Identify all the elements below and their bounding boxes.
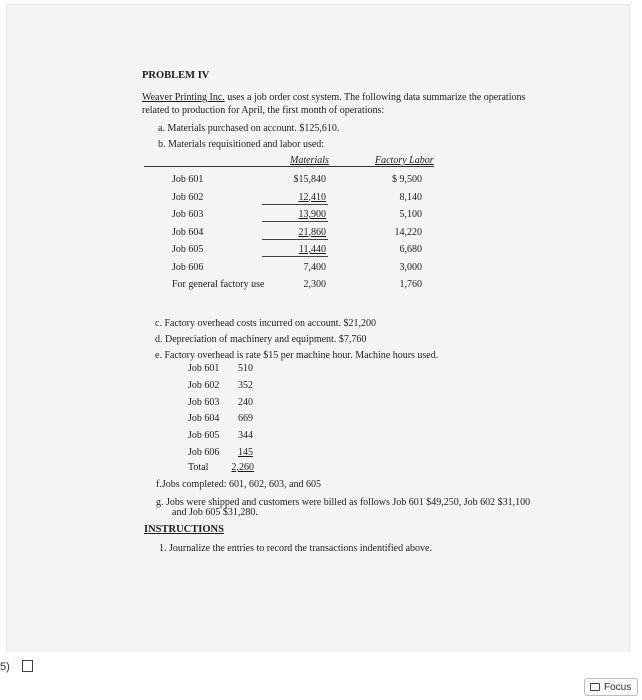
table-row-materials: 11,440 — [298, 244, 326, 255]
item-c: c. Factory overhead costs incurred on account. $21,200 — [155, 318, 377, 329]
intro-line-1-text: uses a job order cost system. The following data summarize the operations — [224, 92, 526, 103]
item-f: f.Jobs completed: 601, 602, 603, and 605 — [156, 479, 321, 490]
table-row-labor: 6,680 — [399, 244, 422, 255]
hours-row-value: 240 — [238, 396, 253, 408]
materials-underline — [262, 221, 328, 222]
table-row-labor: 1,760 — [399, 279, 422, 290]
window-icon[interactable] — [22, 660, 33, 672]
table-row-labor: $ 9,500 — [392, 174, 422, 185]
hours-row-job: Job 601 — [188, 363, 220, 374]
labor-header: Factory Labor — [375, 155, 434, 166]
table-top-rule — [144, 166, 434, 167]
company-name: Weaver Printing Inc. — [142, 92, 225, 103]
table-row-materials: 7,400 — [303, 261, 326, 273]
table-row-materials: $15,840 — [293, 174, 326, 185]
hours-row-value: 145 — [238, 447, 253, 458]
hours-row-job: Job 604 — [188, 413, 220, 425]
focus-label: Focus — [604, 681, 632, 693]
hours-row-job: Job 605 — [188, 430, 220, 442]
table-row-materials: 12,410 — [298, 191, 326, 203]
table-row-job: Job 603 — [172, 209, 204, 220]
materials-underline — [262, 239, 328, 240]
table-row-labor: 14,220 — [394, 226, 422, 238]
table-row-materials: 21,860 — [298, 226, 326, 238]
table-row-materials: 2,300 — [303, 279, 326, 290]
hours-row-value: 352 — [238, 379, 253, 391]
table-row-labor: 3,000 — [399, 261, 422, 273]
instruction-1: 1. Journalize the entries to record the transactions indentified above. — [159, 543, 432, 554]
table-row-labor: 8,140 — [399, 191, 422, 203]
table-row-job: Job 605 — [172, 244, 204, 255]
hours-row-job: Job 606 — [188, 447, 220, 458]
intro-line-1 — [142, 92, 525, 103]
total-label: Total — [188, 462, 209, 473]
item-a: a. Materials purchased on account. $125,610. — [158, 123, 340, 134]
hours-row-value: 510 — [238, 363, 253, 374]
hours-row-value: 344 — [238, 430, 253, 442]
instructions-title: INSTRUCTIONS — [144, 524, 224, 535]
item-g-line-1: g. Jobs were shipped and customers were billed as follows Job 601 $49,250, Job 602 $31,100 — [156, 497, 531, 508]
hours-row-value: 669 — [238, 413, 253, 425]
intro-line-2: related to production for April, the first month of operations: — [142, 105, 385, 116]
focus-button[interactable] — [584, 678, 638, 696]
table-row-labor: 5,100 — [399, 209, 422, 220]
materials-header: Materials — [290, 155, 329, 166]
table-row-job: Job 606 — [172, 261, 204, 273]
table-row-job: Job 601 — [172, 174, 204, 185]
total-hours: 2,260 — [231, 462, 254, 473]
hours-row-job: Job 602 — [188, 379, 220, 391]
hours-row-job: Job 603 — [188, 396, 220, 408]
table-row-job: For general factory use — [172, 279, 265, 290]
item-g-line-2: and Job 605 $31,280. — [172, 507, 258, 518]
taskbar — [0, 652, 642, 700]
materials-underline — [262, 204, 328, 205]
materials-underline — [262, 256, 328, 257]
item-b: b. Materials requisitioned and labor used: — [158, 139, 325, 150]
table-row-job: Job 602 — [172, 191, 204, 203]
item-d: d. Depreciation of machinery and equipment. $7,760 — [155, 334, 367, 345]
corner-mark: 5) — [0, 661, 10, 673]
item-e: e. Factory overhead is rate $15 per machine hour. Machine hours used. — [155, 350, 439, 361]
focus-icon — [590, 683, 600, 691]
table-row-job: Job 604 — [172, 226, 204, 238]
table-row-materials: 13,900 — [298, 209, 326, 220]
problem-title: PROBLEM IV — [142, 70, 210, 81]
